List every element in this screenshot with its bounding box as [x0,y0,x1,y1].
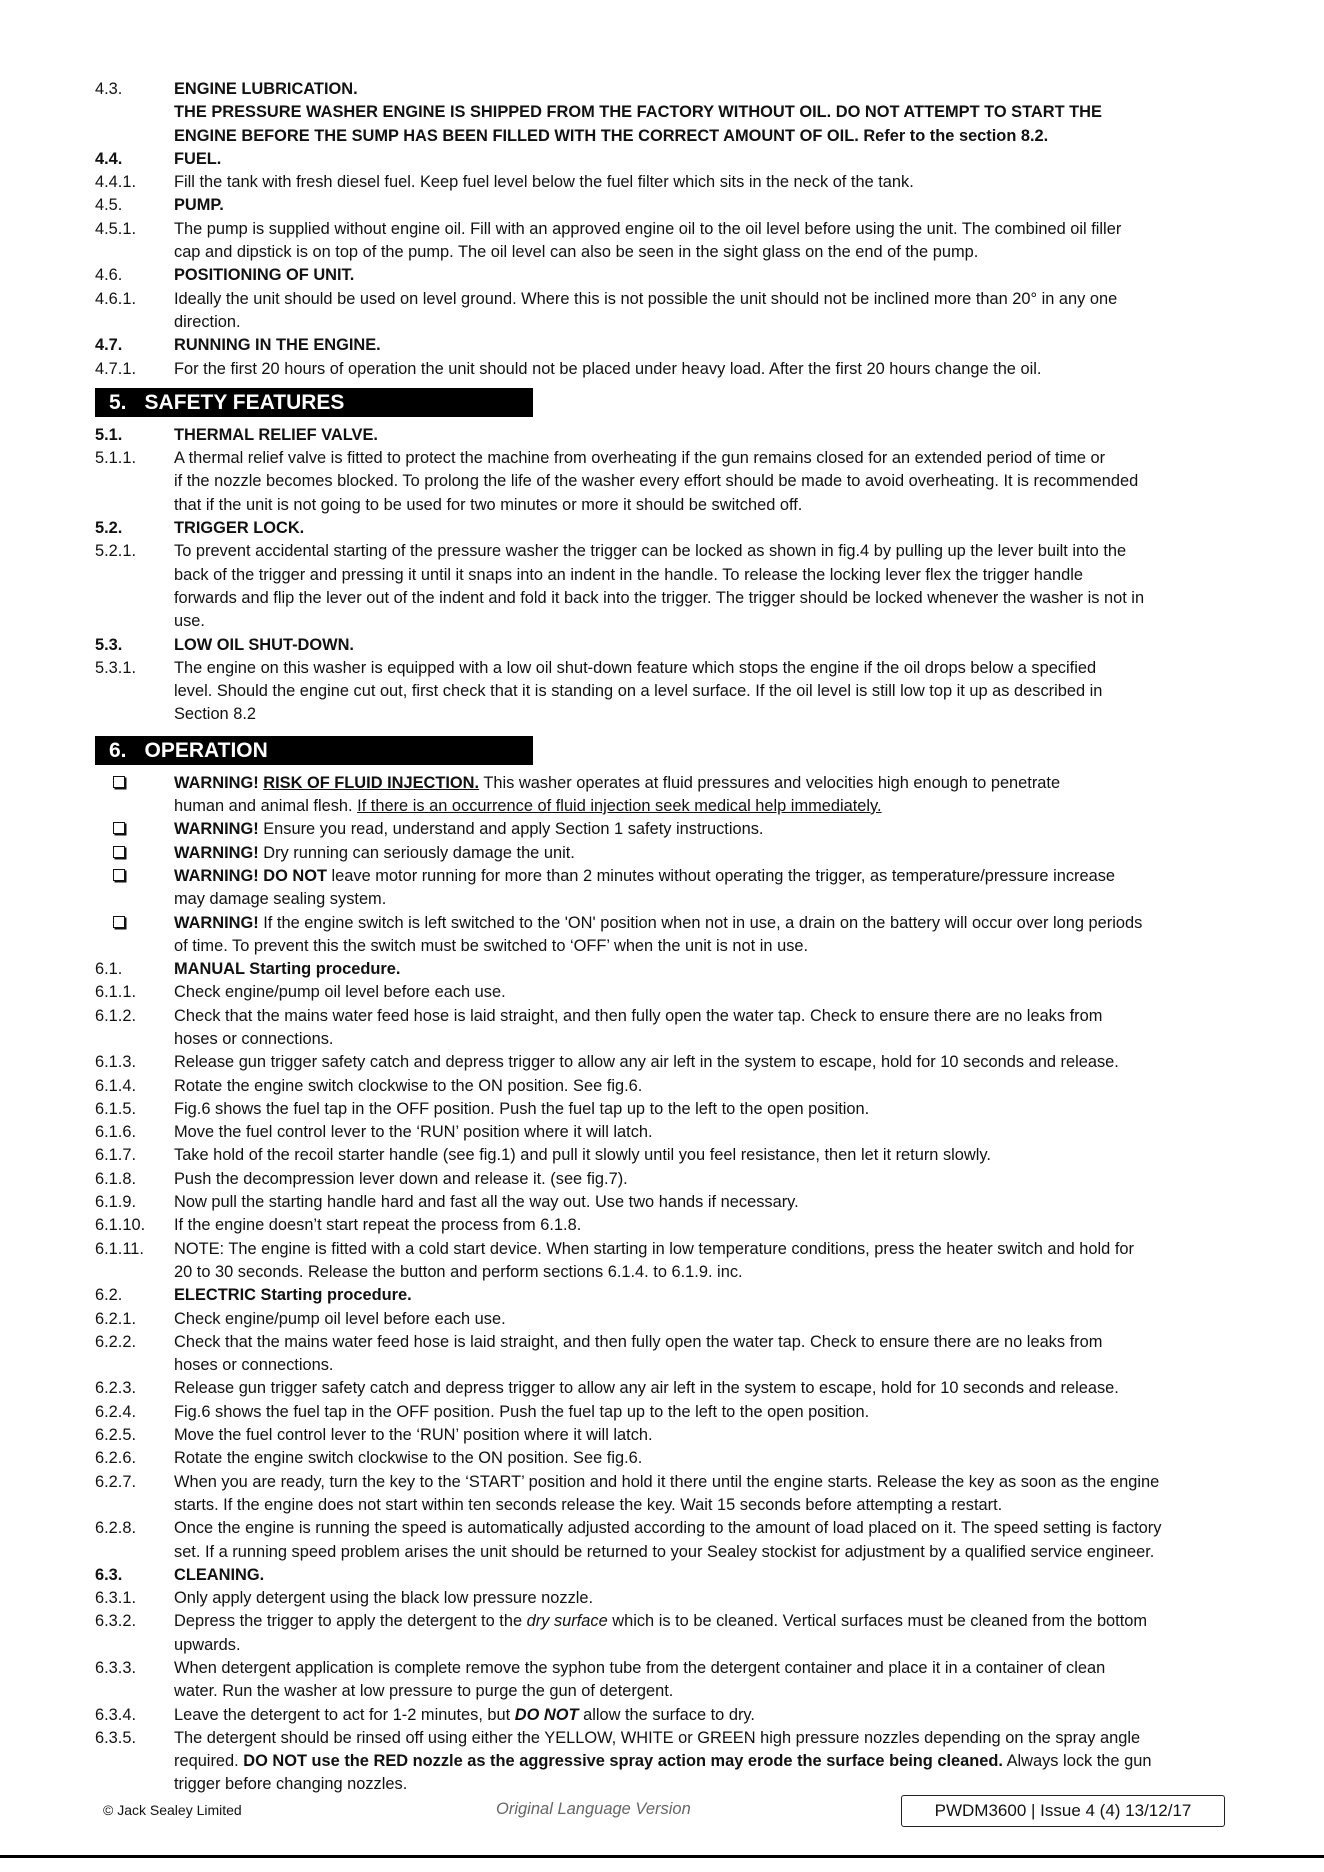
section-number: 4.3. [95,80,123,98]
paragraph-line: that if the unit is not going to be used for two minutes or more it should be switched off. [174,495,803,514]
paragraph-line: trigger before changing nozzles. [174,1775,408,1794]
step-6-1-6 [95,1121,1235,1144]
section-number: 6.1.5. [95,1099,137,1118]
step-6-2-8 [95,1517,1235,1540]
language-version-text: Original Language Version [496,1800,691,1818]
section-number: 6.3.3. [95,1659,137,1677]
paragraph-line: starts. If the engine does not start within ten seconds release the key. Wait 15 seconds before attempting a restart. [174,1495,1003,1514]
section-number: 5.2. [95,519,123,538]
section-number: 4.7.1. [95,359,137,378]
paragraph-text: Leave the detergent to act for 1-2 minutes, but [174,1705,515,1724]
section-number: 6.2.1. [95,1309,137,1328]
section-number: 6.3.5. [95,1728,137,1747]
paragraph-text: required. [174,1752,244,1771]
paragraph-continuation [95,935,1235,958]
step-6-1-3 [95,1051,1235,1074]
paragraph-continuation [95,680,1235,703]
paragraph-continuation [95,1494,1235,1517]
step-6-3-4 [95,1704,1235,1727]
step-6-3-5 [95,1727,1235,1750]
paragraph-continuation [95,311,1235,334]
document-reference-box: PWDM3600 | Issue 4 (4) 13/12/17 [901,1795,1225,1827]
step-6-1-9 [95,1191,1235,1214]
paragraph-line: Check that the mains water feed hose is laid straight, and then fully open the water tap. Check to ensure there are no leaks from [174,1006,1103,1025]
paragraph-line: Fig.6 shows the fuel tap in the OFF position. Push the fuel tap up to the left to the open position. [174,1099,870,1118]
paragraph-line: When you are ready, turn the key to the ‘START’ position and hold it there until the engine starts. Release the key as soon as the engine [174,1472,1160,1491]
section-4-6-heading [95,264,1235,287]
section-title: ENGINE LUBRICATION. [174,80,358,98]
paragraph-line: level. Should the engine cut out, first check that it is standing on a level surface. If the oil level is still low top it up as described in [174,682,1103,701]
warning-text: Dry running can seriously damage the unit. [258,843,575,862]
step-6-1-5 [95,1098,1235,1121]
section-title: THERMAL RELIEF VALVE. [174,425,378,444]
warning-text: This washer operates at fluid pressures and velocities high enough to penetrate [479,773,1061,792]
paragraph-line: Move the fuel control lever to the ‘RUN’ position where it will latch. [174,1426,653,1445]
section-4-6-1 [95,288,1235,311]
paragraph-text: allow the surface to dry. [578,1705,755,1724]
italic-emphasis: dry surface [526,1612,608,1631]
section-number: 6.3.1. [95,1589,137,1608]
paragraph-continuation [95,1680,1235,1703]
section-title: TRIGGER LOCK. [174,519,305,538]
section-number: 6.2.2. [95,1332,137,1351]
paragraph-line: Check that the mains water feed hose is laid straight, and then fully open the water tap. Check to ensure there are no leaks from [174,1332,1103,1351]
paragraph-line: The engine on this washer is equipped with a low oil shut-down feature which stops the engine if the oil drops below a specified [174,658,1097,677]
section-number: 6.1.2. [95,1006,137,1025]
paragraph-continuation [95,1261,1235,1284]
paragraph-continuation [95,1028,1235,1051]
paragraph-continuation [95,587,1235,610]
paragraph-line: Rotate the engine switch clockwise to the ON position. See fig.6. [174,1076,643,1095]
paragraph-line: If the engine doesn’t start repeat the process from 6.1.8. [174,1216,582,1235]
warning-item [95,865,1235,888]
paragraph-line: hoses or connections. [174,1029,334,1048]
paragraph-line: Fig.6 shows the fuel tap in the OFF position. Push the fuel tap up to the left to the open position. [174,1402,870,1421]
step-6-2-3 [95,1377,1235,1400]
section-5-2-heading [95,517,1235,540]
warning-emphasis: RISK OF FLUID INJECTION. [263,773,480,792]
paragraph-continuation [95,564,1235,587]
step-6-1-2 [95,1005,1235,1028]
paragraph-line: Check engine/pump oil level before each use. [174,983,506,1002]
section-number: 5.1. [95,425,123,444]
section-4-3-heading [95,78,1235,101]
step-6-3-1 [95,1587,1235,1610]
section-5-1-heading [95,424,1235,447]
paragraph-continuation [95,1541,1235,1564]
section-number: 4.4. [95,149,123,168]
paragraph-line: hoses or connections. [174,1356,334,1375]
section-number: 5.3.1. [95,658,137,677]
section-6-banner [95,736,533,765]
section-number: 6.2. [95,1286,123,1305]
checkbox-bullet-icon [113,846,125,858]
step-6-1-7 [95,1144,1235,1167]
section-number: 6.1.11. [95,1239,144,1258]
warning-underlined-text: If there is an occurrence of fluid injection seek medical help immediately. [357,797,882,816]
section-4-4-1 [95,171,1235,194]
warning-item [95,842,1235,865]
paragraph-line: forwards and flip the lever out of the indent and fold it back into the trigger. The trigger should be locked whenever the washer is not in [174,588,1145,607]
paragraph-line: direction. [174,312,241,331]
paragraph-line: NOTE: The engine is fitted with a cold start device. When starting in low temperature conditions, press the heater switch and hold for [174,1239,1134,1258]
warning-label: WARNING! DO NOT [174,866,327,885]
paragraph-continuation [95,241,1235,264]
warning-label: WARNING! [174,820,259,839]
paragraph-line: use. [174,612,205,631]
bold-emphasis: DO NOT use the RED nozzle as the aggressive spray action may erode the surface being cleaned. [243,1752,1003,1771]
paragraph-line: Take hold of the recoil starter handle (see fig.1) and pull it slowly until you feel resistance, then let it return slowly. [174,1146,991,1165]
section-number: 4.6.1. [95,289,137,308]
paragraph-line: if the nozzle becomes blocked. To prolong the life of the washer every effort should be made to avoid overheating. It is recommended [174,472,1139,491]
paragraph-continuation [95,1750,1235,1773]
warning-label: WARNING! [174,913,259,932]
paragraph-line: THE PRESSURE WASHER ENGINE IS SHIPPED FROM THE FACTORY WITHOUT OIL. DO NOT ATTEMPT TO START THE [174,103,1102,122]
section-number: 6.3.2. [95,1612,137,1631]
bold-italic-emphasis: DO NOT [514,1705,579,1724]
step-6-1-8 [95,1168,1235,1191]
section-number: 6.1.7. [95,1146,137,1165]
section-5-3-heading [95,634,1235,657]
paragraph-continuation [95,888,1235,911]
section-4-4-heading [95,148,1235,171]
paragraph-line: Push the decompression lever down and release it. (see fig.7). [174,1169,628,1188]
section-number: 6.1.9. [95,1193,137,1212]
warning-text: Ensure you read, understand and apply Section 1 safety instructions. [258,820,764,839]
paragraph-text: which is to be cleaned. Vertical surfaces must be cleaned from the bottom [607,1612,1148,1631]
section-number: 6.2.7. [95,1472,137,1491]
paragraph-continuation [95,494,1235,517]
section-number: 6.3. [95,1565,123,1584]
section-4-7-1 [95,358,1235,381]
section-number: 6.1.8. [95,1169,137,1188]
paragraph-continuation [95,795,1235,818]
section-4-3-warning-line [95,101,1235,124]
section-number: 6.2.3. [95,1379,137,1398]
checkbox-bullet-icon [113,869,125,881]
checkbox-bullet-icon [113,822,125,834]
paragraph-line: cap and dipstick is on top of the pump. The oil level can also be seen in the sight glass on the end of the pump. [174,243,979,262]
paragraph-line: upwards. [174,1635,241,1654]
paragraph-line: water. Run the washer at low pressure to purge the gun of detergent. [174,1682,674,1701]
section-6-1-heading [95,958,1235,981]
paragraph-continuation [95,1773,1235,1796]
step-6-3-2 [95,1610,1235,1633]
warning-label: WARNING! [174,843,259,862]
section-title: RUNNING IN THE ENGINE. [174,336,381,355]
step-6-2-4 [95,1401,1235,1424]
paragraph-line: 20 to 30 seconds. Release the button and perform sections 6.1.4. to 6.1.9. inc. [174,1262,743,1281]
section-6-2-heading [95,1284,1235,1307]
section-4-5-heading [95,194,1235,217]
paragraph-continuation [95,1354,1235,1377]
paragraph-line: Move the fuel control lever to the ‘RUN’ position where it will latch. [174,1123,653,1142]
paragraph-line: ENGINE BEFORE THE SUMP HAS BEEN FILLED WITH THE CORRECT AMOUNT OF OIL. Refer to the section 8.2. [174,126,1049,145]
paragraph-line: set. If a running speed problem arises the unit should be returned to your Sealey stockist for adjustment by a qualified service engineer. [174,1542,1155,1561]
step-6-1-4 [95,1075,1235,1098]
step-6-3-3 [95,1657,1235,1680]
paragraph-line: When detergent application is complete remove the syphon tube from the detergent container and place it in a container of clean [174,1659,1106,1677]
step-6-2-5 [95,1424,1235,1447]
step-6-1-1 [95,981,1235,1004]
section-number: 6.3.4. [95,1705,137,1724]
paragraph-text: Always lock the gun [1002,1752,1152,1771]
paragraph-continuation [95,703,1235,726]
warning-text: leave motor running for more than 2 minutes without operating the trigger, as temperature/pressure increase [326,866,1116,885]
section-5-banner [95,388,533,417]
warning-item [95,818,1235,841]
section-5-3-1 [95,657,1235,680]
banner-number: 6. [109,738,127,762]
paragraph-line: The pump is supplied without engine oil. Fill with an approved engine oil to the oil level before using the unit. The combined oil filler [174,219,1122,238]
paragraph-line: Once the engine is running the speed is automatically adjusted according to the amount of load placed on it. The speed setting is factory [174,1519,1162,1538]
section-number: 4.6. [95,266,123,285]
step-6-2-7 [95,1471,1235,1494]
paragraph-line: Release gun trigger safety catch and depress trigger to allow any air left in the system to escape, hold for 10 seconds and release. [174,1379,1119,1398]
section-number: 4.4.1. [95,173,137,192]
paragraph-text: Depress the trigger to apply the detergent to the [174,1612,527,1631]
step-6-1-10 [95,1214,1235,1237]
paragraph-line: Section 8.2 [174,705,257,724]
section-number: 5.1.1. [95,449,137,468]
paragraph-line: Check engine/pump oil level before each use. [174,1309,506,1328]
bottom-border-line [0,1855,1324,1858]
paragraph-line: A thermal relief valve is fitted to protect the machine from overheating if the gun remains closed for an extended period of time or [174,449,1106,468]
section-number: 4.5.1. [95,219,137,238]
paragraph-continuation [95,470,1235,493]
section-4-7-heading [95,334,1235,357]
banner-title: OPERATION [144,738,268,762]
section-4-3-warning-line [95,125,1235,148]
section-title: FUEL. [174,149,222,168]
section-number: 6.1.3. [95,1053,137,1072]
section-number: 4.7. [95,336,123,355]
section-title: CLEANING. [174,1565,265,1584]
section-4-5-1 [95,218,1235,241]
section-title: MANUAL Starting procedure. [174,960,401,979]
step-6-2-1 [95,1308,1235,1331]
paragraph-line: To prevent accidental starting of the pressure washer the trigger can be locked as shown in fig.4 by pulling up the lever built into the [174,542,1127,561]
copyright-text: © Jack Sealey Limited [103,1802,242,1818]
section-number: 6.2.5. [95,1426,137,1445]
section-title: LOW OIL SHUT-DOWN. [174,635,354,654]
banner-number: 5. [109,390,127,414]
banner-title: SAFETY FEATURES [144,390,345,414]
paragraph-line: Release gun trigger safety catch and depress trigger to allow any air left in the system to escape, hold for 10 seconds and release. [174,1053,1119,1072]
paragraph-line: For the first 20 hours of operation the unit should not be placed under heavy load. After the first 20 hours change the oil. [174,359,1042,378]
section-title: POSITIONING OF UNIT. [174,266,355,285]
section-title: PUMP. [174,196,224,215]
warning-item [95,912,1235,935]
warning-label: WARNING! [174,773,259,792]
paragraph-line: Rotate the engine switch clockwise to the ON position. See fig.6. [174,1449,643,1468]
paragraph-continuation [95,610,1235,633]
section-number: 5.3. [95,635,123,654]
paragraph-continuation [95,1634,1235,1657]
section-number: 6.1.1. [95,983,137,1002]
section-number: 6.1.4. [95,1076,137,1095]
warning-text: human and animal flesh. [174,797,358,816]
warning-item [95,772,1235,795]
paragraph-line: Fill the tank with fresh diesel fuel. Keep fuel level below the fuel filter which sits in the neck of the tank. [174,173,914,192]
paragraph-line: Ideally the unit should be used on level ground. Where this is not possible the unit should not be inclined more than 20° in any one [174,289,1118,308]
section-title: ELECTRIC Starting procedure. [174,1286,412,1305]
checkbox-bullet-icon [113,776,125,788]
section-number: 6.1. [95,960,123,979]
warning-text: If the engine switch is left switched to the 'ON' position when not in use, a drain on the battery will occur over long periods [258,913,1143,932]
page-content [95,78,1235,1797]
paragraph-line: The detergent should be rinsed off using either the YELLOW, WHITE or GREEN high pressure nozzles depending on the spray angle [174,1728,1141,1747]
section-number: 6.1.10. [95,1216,146,1235]
paragraph-line: back of the trigger and pressing it until it snaps into an indent in the handle. To release the locking lever flex the trigger handle [174,565,1084,584]
page-footer [0,1795,1324,1831]
section-number: 6.1.6. [95,1123,137,1142]
checkbox-bullet-icon [113,916,125,928]
section-number: 4.5. [95,196,123,215]
step-6-2-6 [95,1447,1235,1470]
warning-text: of time. To prevent this the switch must be switched to ‘OFF’ when the unit is not in use. [174,936,809,955]
warning-text: may damage sealing system. [174,890,387,909]
section-5-1-1 [95,447,1235,470]
paragraph-line: Only apply detergent using the black low pressure nozzle. [174,1589,594,1608]
section-5-2-1 [95,540,1235,563]
section-number: 6.2.8. [95,1519,137,1538]
section-6-3-heading [95,1564,1235,1587]
section-number: 6.2.6. [95,1449,137,1468]
paragraph-line: Now pull the starting handle hard and fast all the way out. Use two hands if necessary. [174,1193,799,1212]
section-number: 5.2.1. [95,542,137,561]
step-6-2-2 [95,1331,1235,1354]
section-number: 6.2.4. [95,1402,137,1421]
step-6-1-11 [95,1238,1235,1261]
